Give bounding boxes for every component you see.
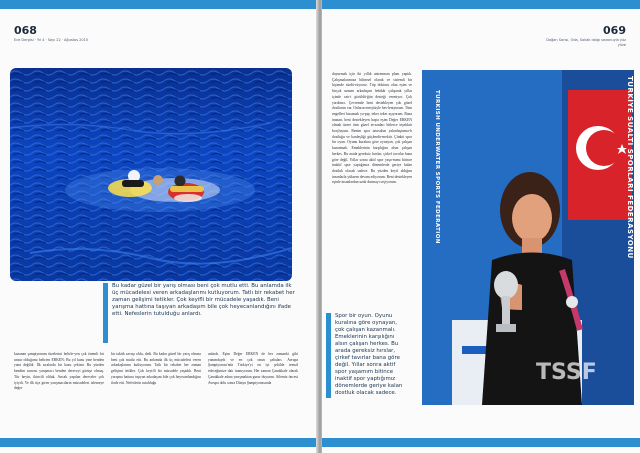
right-page xyxy=(322,0,640,453)
bottom-accent-rule xyxy=(0,438,318,447)
article-column-2 xyxy=(111,352,201,386)
pull-quote-text: Bu kadar güzel bir yarış olması beni çok mutlu etti. Bu anlamda ilk üç mücadelesi veren arkadaşlarımı kutluyorum. Tatlı bir rekabet her zaman gelişimi tetikler. Çok keyifli bir mücadele yaşadık. Beni yarışma hattına taşıyan arkadaşım bile çok heyecanlandığını ifade etti. Nefeslerin tutulduğu anlardı. xyxy=(112,283,295,317)
top-accent-rule xyxy=(0,0,318,9)
pull-quote-left xyxy=(103,283,296,343)
swimmers-sea-photo xyxy=(10,68,292,281)
column-text: duyurmak için iki yıllık antrenman planı yaptık. Çalışmalarımıza bilimsel olarak ve sistemli bir biçimde sürdü-rüyoruz. Tüp dokturu olan eşim ve birçok uzman arkadaşım fedakâr çalışarak yıllar içinde catı-i görüldü-ğün desteği vermiyor. Çok yardımcı. Çevremde beni destekleyen çok güzel dostlarım var. Onların enerjisiyle bes-leniyorum. Tüm engelleri basamak ya-pıp, teker teker aşıyorum. Bana inanan, beni destekleyen başta eşim Değer ERKEN olmak üzere tüm güzel in-sanları bitlerce teşekkür borçluyum. Benim spor tatusulun yakınlaştırma-lı dostluğu ve kardeşliği güçlendir-mektir. Çünkü spor bir oyun. Oyunu kuralına göre oynayan, çok çalışan kazanmalı. Emeklerinin karşılığını alsın çalışan herkes. Bu arada gereksiz hırslar, çirkef tavırlar bana göre değil. Yıllar sonra aktif spor yaşa-mımı bitince inaktif spor yaptığımız dönemlerde geriye kalan dostluk olacak sadece. Bu yüzden keyif aldığım insanlarla yüksem devam ediyorum. Beni destekleyen eşinle insanlardan uzak durmayı seçiyorum. xyxy=(332,72,412,185)
page-number-left: 068 xyxy=(14,24,37,37)
page-number-right: 069 xyxy=(603,24,626,37)
page-subtitle-right: Doğan Sarısı, Oda, Sokak dalgı sezonuyla yüz yüze xyxy=(546,38,626,47)
left-page xyxy=(0,0,318,453)
top-accent-rule xyxy=(322,0,640,9)
column-text: anlardı. Eşim Değer ERKEN de her zamanki gibi yanımdaydı ve en çok onun çabaları. Avrupa Şampiyonası'nda Türkiye'yi en iyi şekilde temsil edeceğimize dair inanıyorum. Her zaman Çanakkale olarak Çanakkale adına yarışmaktan gurur duyarım. Ailemiz öncesi Avrupa dolu sonra Dünya Şampiyonasında xyxy=(208,352,298,385)
pull-quote-right xyxy=(326,313,408,398)
federation-banner-text: TÜRKİYE SUALTI SPORLARI FEDERASYONU xyxy=(626,76,634,259)
quote-bar xyxy=(103,283,108,343)
quote-bar xyxy=(326,313,331,398)
article-column-right xyxy=(332,72,412,186)
column-text: bir taktik savaşı oldu, dedi. Bu kadar güzel bir yarış olması beni çok mutlu etti. Bu anlamda ilk üç mücadelesi veren arkadaşlarımı kutluyorum. Tatlı bir rekabet her zaman gelişimi tetikler. Çok keyifli bir mücadele yaşadık. Beni yarışma hattına taşıyan arkadaşım bile çok heyecanlandığını ifade etti. Nefeslerin tutulduğu xyxy=(111,352,201,385)
article-column-3 xyxy=(208,352,298,386)
federation-banner-text-en: TURKISH UNDERWATER SPORTS FEDERATION xyxy=(434,90,440,244)
page-subtitle-left: Ece Dergisi · Yıl 4 · Sayı 22 · Ağustos 2010 xyxy=(14,38,89,42)
pull-quote-text: Spor bir oyun. Oyunu kuralına göre oynayan, çok çalışan kazanmalı. Emeklerinin karşılığını alsın çalışan herkes. Bu arada gereksiz hırslar, çirkef tavırlar bana göre değil. Yıllar sonra aktif spor yaşamım bitince inaktif spor yaptığımız dönemlerde geriye kalan dostluk olacak sadece. xyxy=(335,313,403,396)
athlete-trophy-photo xyxy=(422,70,634,405)
article-column-1 xyxy=(14,352,104,392)
bottom-accent-rule xyxy=(322,438,640,447)
federation-banner-bottom: TSSF xyxy=(536,360,597,385)
column-text: kazanan şampiyonum tüzelerini belirle-yen çok önemli bir unsur olduğunu belirten ERKEN; Bu yıl kuzu yine benden yana değildi. İlk sıralarda bir kuzu çekimi. Bu yüzden bendim sonrası yarışmacı benden dereceyi görüşe olmuş. Tür beyin, ikincili olduk. Ancak yapılan dereceler çok iyiydi. Ve ilk üçe giren yarışmacıların mücadelesi izlemeye değer xyxy=(14,352,104,391)
